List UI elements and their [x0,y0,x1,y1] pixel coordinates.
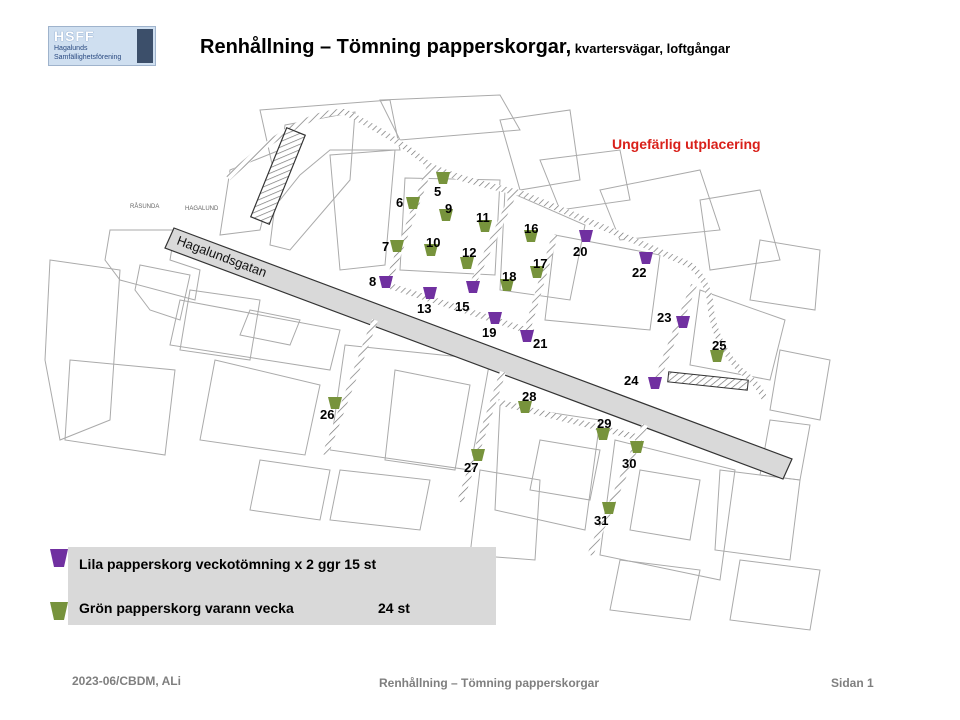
bin-number-label: 27 [464,460,479,475]
legend-green-text: Grön papperskorg varann vecka [79,600,294,616]
bin-number-label: 10 [426,235,441,250]
title-subtitle: kvartersvägar, loftgångar [571,41,731,56]
bin-12 [460,245,476,269]
footer-page-number: Sidan 1 [831,676,874,690]
bin-number-label: 22 [632,265,647,280]
hatched-structure-2 [668,372,749,390]
place-label-hagalund: HAGALUND [185,206,219,212]
bin-number-label: 31 [594,513,609,528]
bin-30 [622,441,644,471]
bin-22 [632,252,653,280]
footer-title: Renhållning – Tömning papperskorgar [379,676,600,690]
place-label-rasunda: RÅSUNDA [130,204,160,210]
bin-marker-purple [648,377,662,389]
bin-9 [439,201,453,221]
logo-abbr: HSFF [54,28,95,44]
bin-number-label: 13 [417,301,432,316]
map-tiny-labels [130,203,219,212]
placement-note: Ungefärlig utplacering [612,136,761,152]
bin-number-label: 30 [622,456,637,471]
bin-number-label: 8 [369,274,377,289]
bin-number-label: 24 [624,373,639,388]
bin-number-label: 28 [522,389,537,404]
bin-15 [455,281,480,314]
bin-number-label: 9 [445,201,453,216]
bin-7 [382,239,404,254]
bin-number-label: 5 [434,184,442,199]
bin-number-label: 16 [524,221,539,236]
bin-number-label: 25 [712,338,727,353]
legend-purple-text: Lila papperskorg veckotömning x 2 ggr 15 st [79,556,377,572]
hatched-structure [251,128,306,225]
bin-number-label: 6 [396,195,404,210]
bin-number-label: 7 [382,239,390,254]
bin-number-label: 15 [455,299,470,314]
bin-11 [476,210,492,232]
bin-25 [710,338,726,362]
title-main: Renhållning – Tömning papperskorgar, [200,36,572,58]
bin-number-label: 20 [573,244,588,259]
bin-29 [596,416,611,440]
bin-marker-purple [520,330,534,342]
bin-number-label: 26 [320,407,335,422]
legend-green-count: 24 st [378,600,410,616]
bin-marker-purple [466,281,480,293]
bin-27 [464,449,485,475]
bin-number-label: 11 [476,210,490,225]
bin-marker-purple [639,252,653,264]
bin-31 [594,502,616,528]
bin-number-label: 19 [482,325,497,340]
logo-line-2: Samfällighetsförening [54,54,122,61]
bin-20 [573,230,593,259]
bin-6 [396,195,420,210]
bin-8 [369,274,393,289]
purple-bin-legend-icon [50,549,68,569]
street-label: Hagalundsgatan [174,232,269,280]
bin-number-label: 23 [657,310,672,325]
green-bin-legend-icon [50,602,68,622]
bin-18 [500,269,516,291]
bin-marker-green [436,172,450,184]
bin-number-label: 17 [533,256,548,271]
bin-number-label: 12 [462,245,477,260]
bin-number-label: 18 [502,269,517,284]
bin-10 [424,235,440,256]
logo-line-1: Hagalunds [54,45,88,52]
bin-5 [434,172,450,199]
footer-date: 2023-06/CBDM, ALi [72,674,181,688]
bin-number-label: 21 [533,336,548,351]
bin-number-label: 29 [597,416,612,431]
bin-16 [524,221,538,242]
